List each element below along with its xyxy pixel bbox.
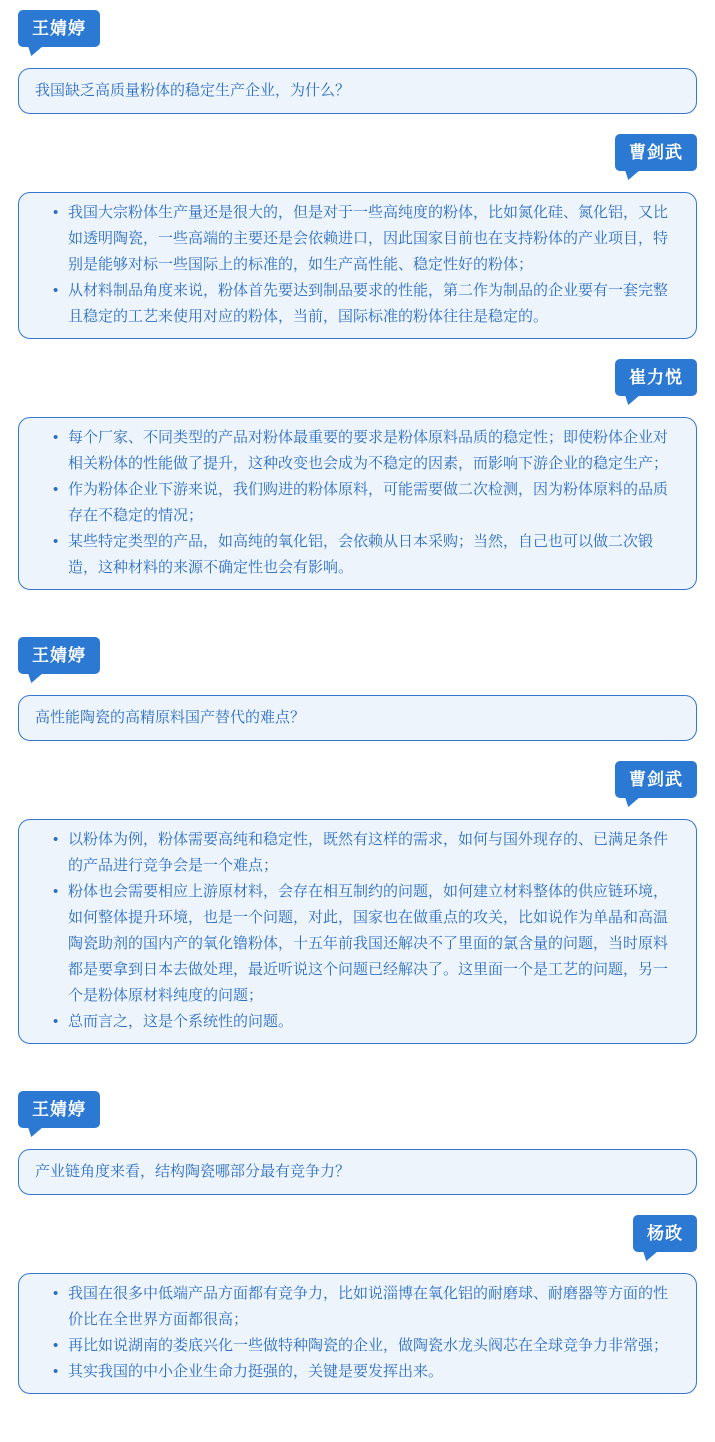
bullet-item: • 其实我国的中小企业生命力挺强的，关键是要发挥出来。 — [68, 1359, 680, 1385]
speaker-name: 王婧婷 — [32, 646, 86, 665]
speaker-name: 崔力悦 — [629, 368, 683, 387]
bullet-list — [35, 425, 680, 581]
message-question-1 — [18, 10, 697, 114]
speaker-badge — [615, 359, 697, 396]
question-text: 我国缺乏高质量粉体的稳定生产企业，为什么？ — [35, 82, 351, 99]
speaker-row — [18, 134, 697, 171]
speaker-badge — [633, 1215, 697, 1252]
bullet-item: • 以粉体为例，粉体需要高纯和稳定性，既然有这样的需求，如何与国外现存的、已满足条件的产品进行竞争会是一个难点； — [68, 827, 680, 879]
question-bubble — [18, 1149, 697, 1195]
bullet-item: • 总而言之，这是个系统性的问题。 — [68, 1009, 680, 1035]
speech-tail-icon — [625, 170, 640, 180]
message-question-3 — [18, 1091, 697, 1195]
speaker-badge — [18, 637, 100, 674]
speaker-name: 王婧婷 — [32, 1100, 86, 1119]
message-answer-1 — [18, 134, 697, 339]
speaker-badge — [615, 134, 697, 171]
speaker-name: 曹剑武 — [629, 143, 683, 162]
message-answer-3 — [18, 761, 697, 1044]
question-bubble — [18, 68, 697, 114]
answer-bubble — [18, 1273, 697, 1394]
speech-tail-icon — [28, 1127, 43, 1137]
speaker-badge — [615, 761, 697, 798]
bullet-item: • 再比如说湖南的娄底兴化一些做特种陶瓷的企业，做陶瓷水龙头阀芯在全球竞争力非常强； — [68, 1333, 680, 1359]
bullet-item: • 从材料制品角度来说，粉体首先要达到制品要求的性能，第二作为制品的企业要有一套完整且稳定的工艺来使用对应的粉体，当前，国际标准的粉体往往是稳定的。 — [68, 278, 680, 330]
speech-tail-icon — [28, 673, 43, 683]
bullet-list — [35, 1281, 680, 1385]
message-answer-2 — [18, 359, 697, 590]
answer-bubble — [18, 819, 697, 1044]
bullet-item: • 我国在很多中低端产品方面都有竞争力，比如说淄博在氧化铝的耐磨球、耐磨器等方面的性价比在全世界方面都很高； — [68, 1281, 680, 1333]
speaker-row — [18, 10, 697, 47]
speaker-row — [18, 1215, 697, 1252]
bullet-list — [35, 200, 680, 330]
bullet-item: • 粉体也会需要相应上游原材料，会存在相互制约的问题，如何建立材料整体的供应链环境，如何整体提升环境，也是一个问题，对此，国家也在做重点的攻关，比如说作为单晶和高温陶瓷助剂的国内产的氧化镥粉体，十五年前我国还解决不了里面的氯含量的问题，当时原料都是要拿到日本去做处理，最近听说这个问题已经解决了。这里面一个是工艺的问题，另一个是粉体原材料纯度的问题； — [68, 879, 680, 1009]
speech-tail-icon — [625, 797, 640, 807]
speaker-name: 曹剑武 — [629, 770, 683, 789]
speaker-row — [18, 1091, 697, 1128]
bullet-list — [35, 827, 680, 1035]
speaker-badge — [18, 10, 100, 47]
speaker-row — [18, 637, 697, 674]
message-question-2 — [18, 637, 697, 741]
speaker-row — [18, 761, 697, 798]
speaker-badge — [18, 1091, 100, 1128]
question-bubble — [18, 695, 697, 741]
bullet-item: • 每个厂家、不同类型的产品对粉体最重要的要求是粉体原料品质的稳定性；即使粉体企业对相关粉体的性能做了提升，这种改变也会成为不稳定的因素，而影响下游企业的稳定生产； — [68, 425, 680, 477]
bullet-item: • 作为粉体企业下游来说，我们购进的粉体原料，可能需要做二次检测，因为粉体原料的品质存在不稳定的情况； — [68, 477, 680, 529]
speech-tail-icon — [625, 395, 640, 405]
message-answer-4 — [18, 1215, 697, 1394]
speaker-row — [18, 359, 697, 396]
speech-tail-icon — [643, 1251, 658, 1261]
answer-bubble — [18, 417, 697, 590]
speech-tail-icon — [28, 46, 43, 56]
question-text: 产业链角度来看，结构陶瓷哪部分最有竞争力？ — [35, 1163, 351, 1180]
speaker-name: 王婧婷 — [32, 19, 86, 38]
bullet-item: • 某些特定类型的产品，如高纯的氧化铝，会依赖从日本采购；当然，自己也可以做二次锻造，这种材料的来源不确定性也会有影响。 — [68, 529, 680, 581]
question-text: 高性能陶瓷的高精原料国产替代的难点？ — [35, 709, 306, 726]
bullet-item: • 我国大宗粉体生产量还是很大的，但是对于一些高纯度的粉体，比如氮化硅、氮化铝，又比如透明陶瓷，一些高端的主要还是会依赖进口，因此国家目前也在支持粉体的产业项目，特别是能够对标一些国际上的标准的，如生产高性能、稳定性好的粉体； — [68, 200, 680, 278]
speaker-name: 杨政 — [647, 1224, 683, 1243]
answer-bubble — [18, 192, 697, 339]
